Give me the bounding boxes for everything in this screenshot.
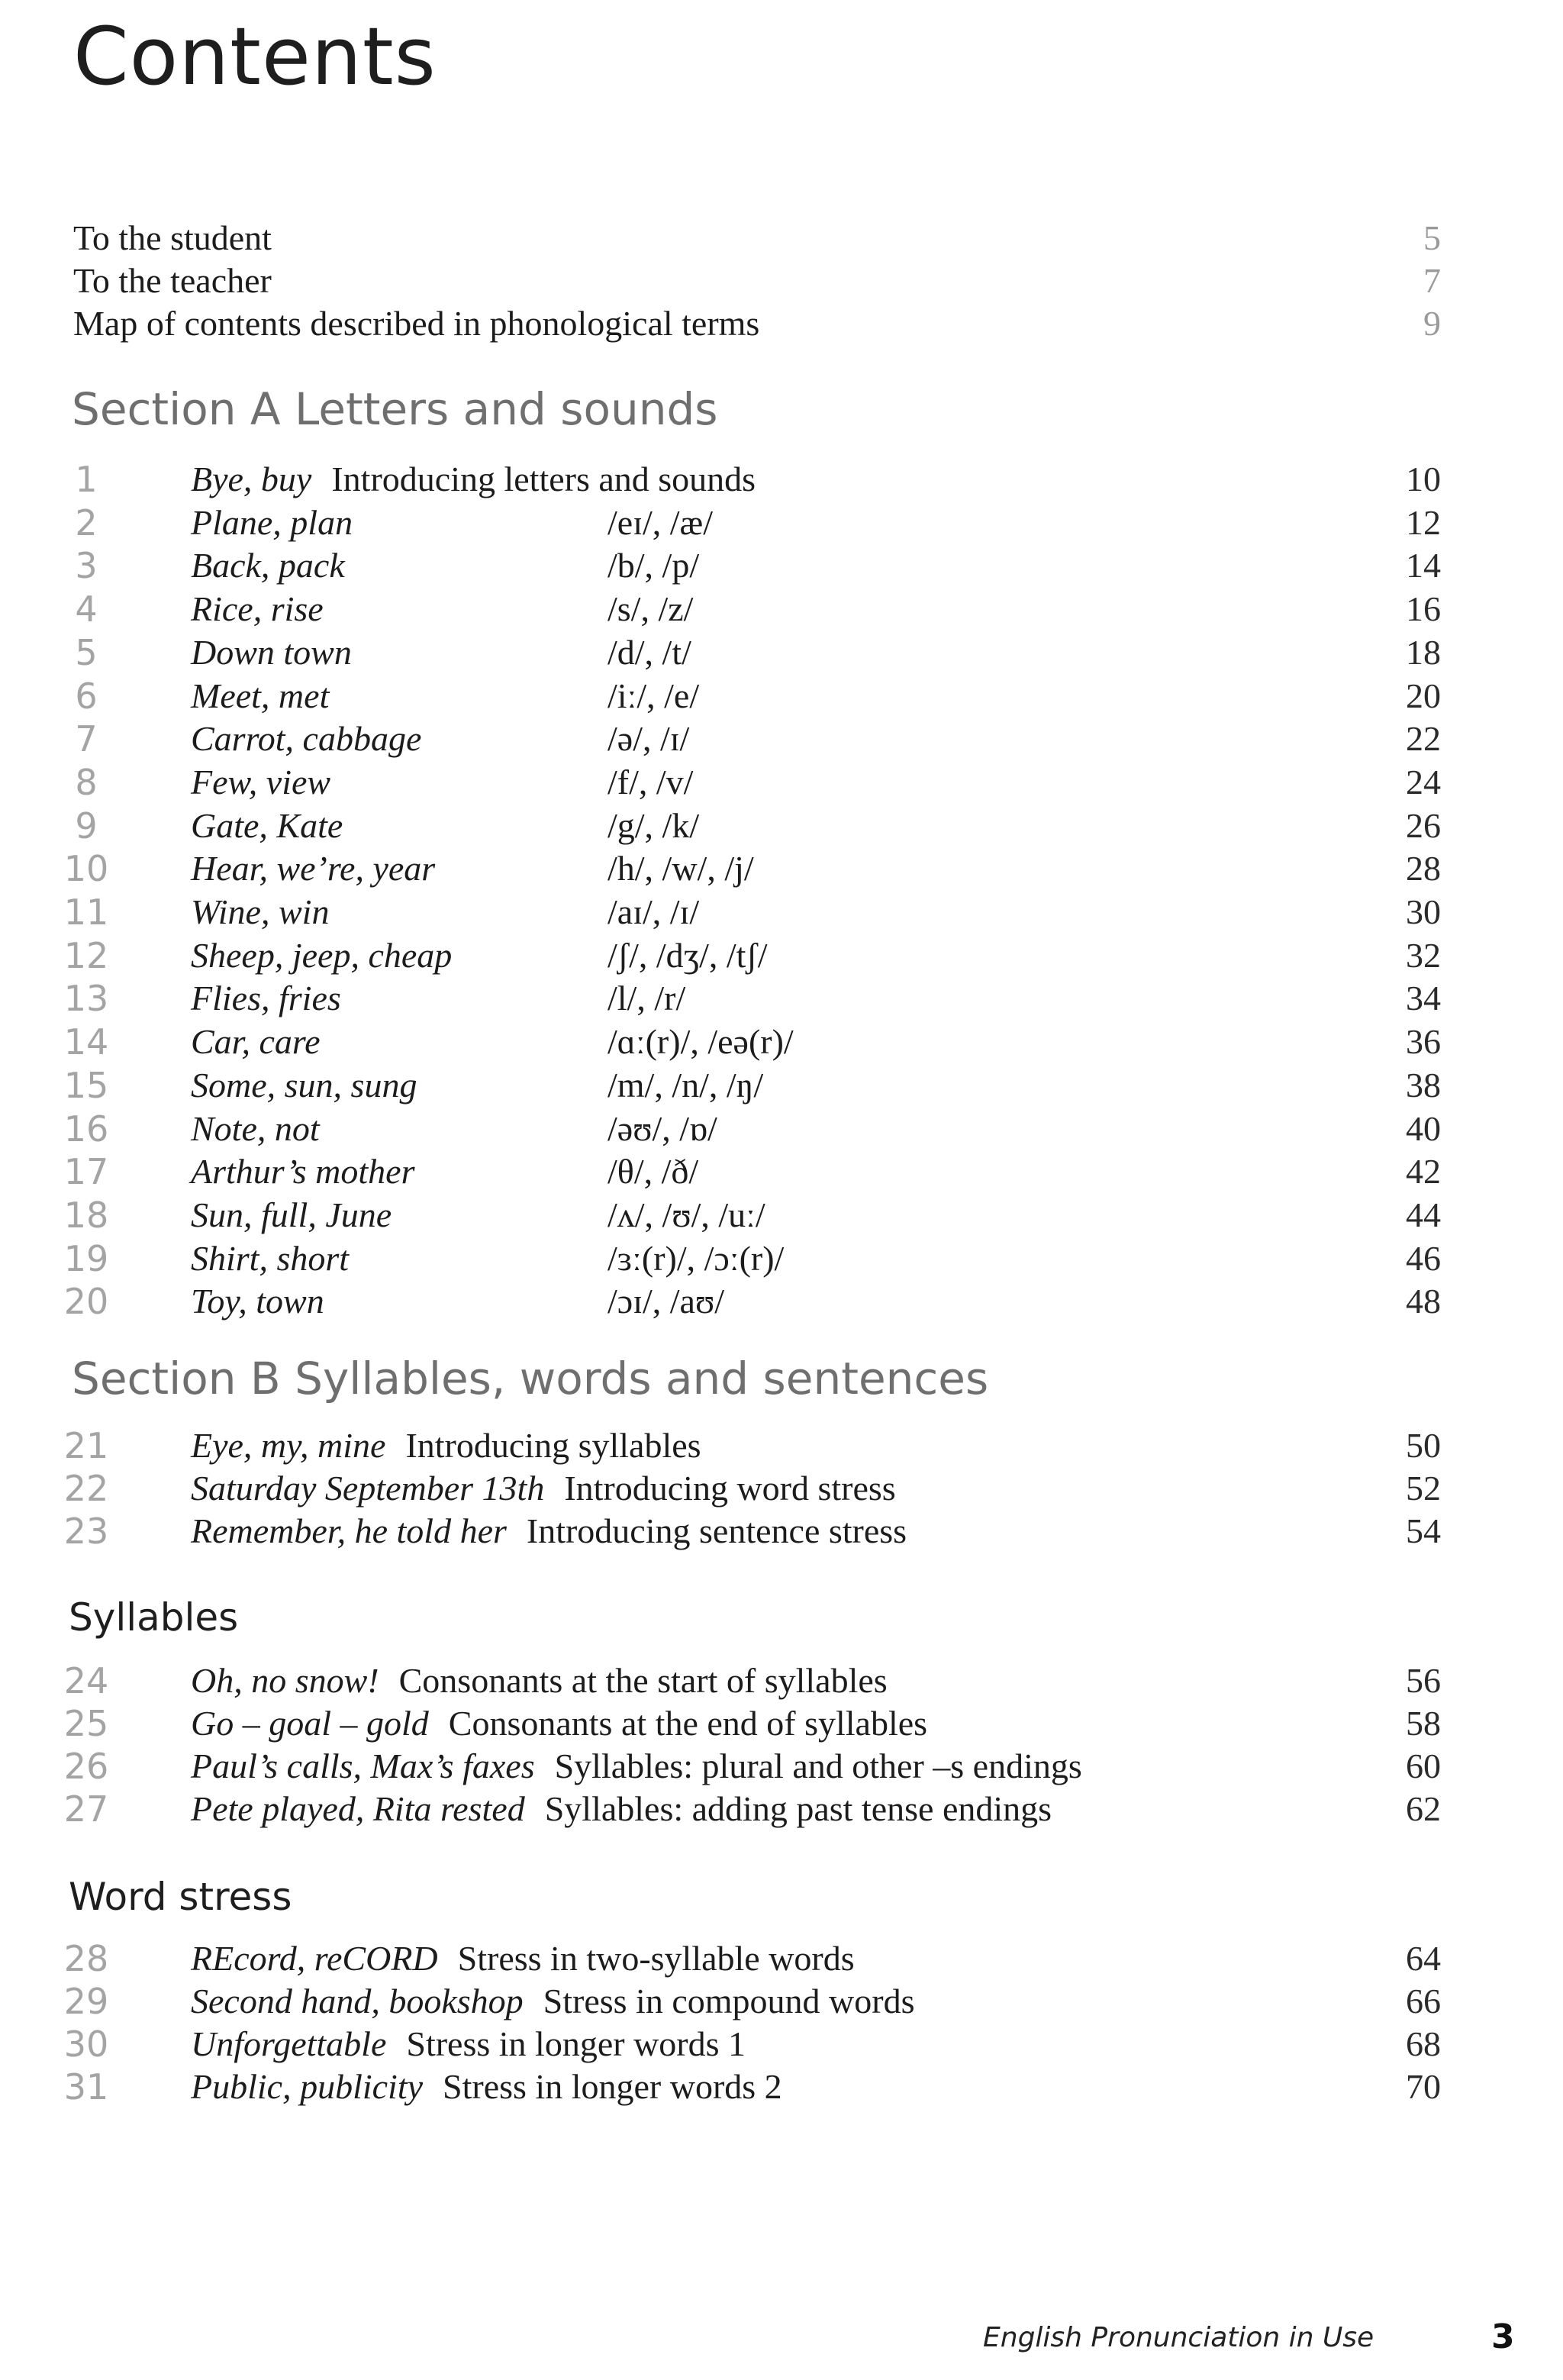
unit-example: Note, not	[191, 1108, 320, 1148]
unit-phonemes: /d/, /t/	[607, 632, 691, 672]
unit-number: 29	[63, 1981, 109, 2022]
page-number: 58	[1406, 1704, 1441, 1743]
unit-description: Introducing sentence stress	[526, 1511, 907, 1550]
page-number: 5	[1423, 218, 1441, 257]
unit-row	[0, 1237, 1563, 1280]
page-number: 18	[1406, 632, 1441, 672]
unit-row	[0, 761, 1563, 804]
unit-example: Rice, rise	[191, 589, 324, 629]
unit-description: Consonants at the start of syllables	[398, 1661, 888, 1700]
page-number: 26	[1406, 805, 1441, 845]
unit-number: 11	[63, 892, 109, 933]
unit-number: 12	[63, 934, 109, 976]
unit-description: Syllables: adding past tense endings	[544, 1789, 1052, 1828]
unit-description: Stress in longer words 1	[406, 2024, 746, 2063]
unit-row	[0, 1021, 1563, 1063]
unit-example: Down town	[191, 632, 352, 672]
unit-phonemes: /ɔɪ/, /aʊ/	[607, 1282, 724, 1321]
unit-number: 17	[63, 1151, 109, 1193]
front-matter-title: To the teacher	[73, 261, 272, 300]
unit-row	[0, 1937, 1563, 1980]
unit-number: 28	[63, 1938, 109, 1979]
front-matter-title: Map of contents described in phonological terms	[73, 304, 760, 343]
unit-example: Remember, he told her	[191, 1511, 507, 1550]
section-b-heading: Section B Syllables, words and sentences	[72, 1353, 989, 1404]
unit-row	[0, 1108, 1563, 1150]
unit-number: 7	[75, 718, 98, 760]
unit-entry	[191, 1659, 888, 1702]
unit-number: 22	[63, 1468, 109, 1509]
unit-row	[0, 458, 1563, 501]
toc-front-row	[0, 302, 1563, 345]
page-number: 20	[1406, 676, 1441, 715]
unit-number: 30	[63, 2024, 109, 2065]
toc-front-row	[0, 260, 1563, 302]
page-number: 14	[1406, 546, 1441, 585]
unit-number: 10	[63, 848, 109, 890]
page-number: 38	[1406, 1065, 1441, 1105]
footer-page-number: 3	[1491, 2317, 1515, 2356]
page-number: 48	[1406, 1282, 1441, 1321]
unit-number: 24	[63, 1660, 109, 1701]
unit-description: Introducing word stress	[564, 1469, 896, 1508]
unit-number: 25	[63, 1703, 109, 1744]
unit-phonemes: /ʌ/, /ʊ/, /uː/	[607, 1195, 765, 1234]
unit-phonemes: /θ/, /ð/	[607, 1152, 699, 1192]
unit-row	[0, 675, 1563, 718]
unit-number: 5	[75, 631, 98, 673]
unit-entry	[191, 1980, 914, 2023]
page-number: 28	[1406, 849, 1441, 888]
unit-row	[0, 1745, 1563, 1788]
unit-number: 26	[63, 1746, 109, 1787]
unit-row	[0, 1980, 1563, 2023]
page-number: 60	[1406, 1746, 1441, 1785]
unit-phonemes: /l/, /r/	[607, 979, 686, 1018]
unit-description: Stress in two-syllable words	[457, 1939, 855, 1978]
unit-row	[0, 501, 1563, 544]
unit-number: 8	[75, 761, 98, 803]
unit-row	[0, 805, 1563, 847]
unit-number: 16	[63, 1108, 109, 1150]
unit-example: Paul’s calls, Max’s faxes	[191, 1746, 535, 1785]
unit-row	[0, 588, 1563, 630]
unit-phonemes: /h/, /w/, /j/	[607, 849, 754, 888]
unit-phonemes: /aɪ/, /ɪ/	[607, 892, 700, 931]
unit-number: 13	[63, 978, 109, 1020]
unit-example: Hear, we’re, year	[191, 849, 436, 888]
unit-description: Introducing letters and sounds	[331, 460, 756, 498]
unit-row	[0, 631, 1563, 674]
page-number: 50	[1406, 1426, 1441, 1465]
unit-phonemes: /ə/, /ɪ/	[607, 719, 690, 759]
unit-row	[0, 544, 1563, 587]
unit-description: Syllables: plural and other –s endings	[554, 1746, 1082, 1785]
unit-number: 3	[75, 545, 98, 587]
unit-row	[0, 1467, 1563, 1510]
unit-entry	[191, 2066, 782, 2108]
page-number: 56	[1406, 1661, 1441, 1700]
unit-description: Introducing syllables	[405, 1426, 701, 1465]
unit-description: Stress in compound words	[543, 1982, 915, 2020]
unit-example: Some, sun, sung	[191, 1065, 417, 1105]
footer-book-title: English Pronunciation in Use	[983, 2322, 1374, 2353]
page-number: 70	[1406, 2067, 1441, 2106]
unit-row	[0, 1150, 1563, 1193]
unit-entry	[191, 1937, 855, 1980]
section-a-heading: Section A Letters and sounds	[72, 383, 718, 435]
page-number: 24	[1406, 762, 1441, 801]
unit-number: 23	[63, 1511, 109, 1552]
page-number: 36	[1406, 1022, 1441, 1062]
unit-row	[0, 934, 1563, 977]
unit-example: Pete played, Rita rested	[191, 1789, 525, 1828]
unit-phonemes: /iː/, /e/	[607, 676, 700, 715]
unit-row	[0, 718, 1563, 760]
unit-number: 2	[75, 501, 98, 543]
unit-number: 15	[63, 1064, 109, 1106]
unit-number: 6	[75, 675, 98, 717]
unit-row	[0, 1424, 1563, 1467]
unit-phonemes: /b/, /p/	[607, 546, 700, 585]
page-number: 7	[1423, 261, 1441, 300]
unit-row	[0, 1064, 1563, 1107]
page-number: 62	[1406, 1789, 1441, 1828]
unit-example: Public, publicity	[191, 2067, 424, 2106]
page-number: 66	[1406, 1982, 1441, 2020]
unit-entry	[191, 2023, 746, 2066]
unit-number: 31	[63, 2066, 109, 2107]
unit-phonemes: /ʃ/, /dʒ/, /tʃ/	[607, 935, 768, 975]
unit-number: 18	[63, 1194, 109, 1236]
unit-example: Sun, full, June	[191, 1195, 392, 1234]
unit-phonemes: /əʊ/, /ɒ/	[607, 1108, 717, 1148]
unit-entry	[191, 1702, 927, 1745]
page-number: 34	[1406, 979, 1441, 1018]
unit-example: Car, care	[191, 1022, 321, 1062]
unit-phonemes: /m/, /n/, /ŋ/	[607, 1065, 764, 1105]
page-number: 64	[1406, 1939, 1441, 1978]
unit-description: Stress in longer words 2	[443, 2067, 782, 2106]
unit-entry	[191, 1510, 907, 1553]
unit-example: Back, pack	[191, 546, 345, 585]
unit-example: Bye, buy Introducing letters and sounds	[191, 460, 756, 498]
unit-entry	[191, 1467, 896, 1510]
unit-phonemes: /f/, /v/	[607, 762, 694, 801]
unit-example: REcord, reCORD	[191, 1939, 438, 1978]
unit-example: Flies, fries	[191, 979, 341, 1018]
toc-front-row	[0, 217, 1563, 260]
page-number: 16	[1406, 589, 1441, 629]
page-number: 68	[1406, 2024, 1441, 2063]
page-number: 10	[1406, 460, 1441, 498]
page-number: 54	[1406, 1511, 1441, 1550]
unit-phonemes: /ɑː(r)/, /eə(r)/	[607, 1022, 794, 1062]
unit-example: Carrot, cabbage	[191, 719, 422, 759]
page-number: 42	[1406, 1152, 1441, 1192]
unit-example: Wine, win	[191, 892, 330, 931]
page-number: 32	[1406, 935, 1441, 975]
unit-number: 27	[63, 1788, 109, 1830]
unit-row	[0, 1788, 1563, 1830]
unit-phonemes: /eɪ/, /æ/	[607, 502, 713, 542]
unit-row	[0, 1194, 1563, 1237]
unit-phonemes: /s/, /z/	[607, 589, 694, 629]
unit-description: Consonants at the end of syllables	[448, 1704, 928, 1743]
word-stress-heading: Word stress	[69, 1875, 292, 1919]
page-number: 40	[1406, 1108, 1441, 1148]
syllables-heading: Syllables	[69, 1595, 239, 1640]
unit-number: 19	[63, 1237, 109, 1279]
page-number: 52	[1406, 1469, 1441, 1508]
unit-row	[0, 1659, 1563, 1702]
unit-entry	[191, 1745, 1082, 1788]
unit-example: Second hand, bookshop	[191, 1982, 524, 2020]
page-number: 22	[1406, 719, 1441, 759]
unit-example: Oh, no snow!	[191, 1661, 379, 1700]
unit-example: Plane, plan	[191, 502, 353, 542]
unit-example: Shirt, short	[191, 1238, 350, 1278]
unit-entry	[191, 1424, 701, 1467]
unit-row	[0, 1702, 1563, 1745]
unit-example: Unforgettable	[191, 2024, 387, 2063]
page-number: 9	[1423, 304, 1441, 343]
unit-number: 9	[75, 805, 98, 847]
unit-phonemes: /ɜː(r)/, /ɔː(r)/	[607, 1238, 785, 1278]
unit-example: Toy, town	[191, 1282, 324, 1321]
page-number: 46	[1406, 1238, 1441, 1278]
unit-entry	[191, 1788, 1052, 1830]
unit-phonemes: /g/, /k/	[607, 805, 700, 845]
unit-number: 21	[63, 1425, 109, 1466]
unit-example: Gate, Kate	[191, 805, 343, 845]
unit-number: 1	[75, 459, 98, 500]
unit-row	[0, 1510, 1563, 1553]
unit-example: Few, view	[191, 762, 331, 801]
unit-example: Go – goal – gold	[191, 1704, 429, 1743]
unit-row	[0, 847, 1563, 890]
unit-example: Eye, my, mine	[191, 1426, 386, 1465]
unit-number: 14	[63, 1021, 109, 1063]
unit-row	[0, 891, 1563, 934]
unit-number: 20	[63, 1281, 109, 1323]
unit-example: Sheep, jeep, cheap	[191, 935, 453, 975]
unit-row	[0, 2023, 1563, 2066]
unit-number: 4	[75, 589, 98, 630]
page-number: 44	[1406, 1195, 1441, 1234]
page-number: 30	[1406, 892, 1441, 931]
unit-row	[0, 1280, 1563, 1323]
unit-row	[0, 977, 1563, 1020]
unit-row	[0, 2066, 1563, 2108]
front-matter-title: To the student	[73, 218, 272, 257]
page-number: 12	[1406, 502, 1441, 542]
unit-example: Meet, met	[191, 676, 330, 715]
unit-example: Arthur’s mother	[191, 1152, 415, 1192]
page-title: Contents	[73, 10, 437, 103]
unit-example: Saturday September 13th	[191, 1469, 545, 1508]
